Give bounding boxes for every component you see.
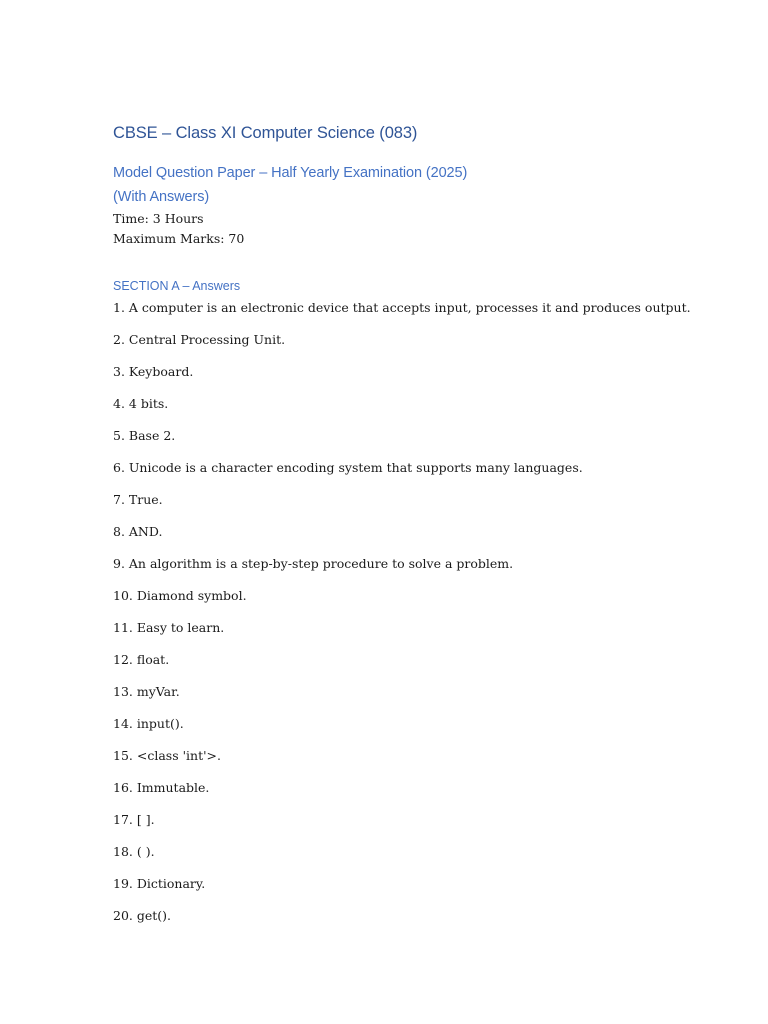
- answer-item: 5. Base 2.: [113, 428, 176, 443]
- answer-item: 16. Immutable.: [113, 780, 210, 795]
- answer-item: 17. [ ].: [113, 812, 155, 827]
- answer-item: 3. Keyboard.: [113, 364, 194, 379]
- answer-item: 6. Unicode is a character encoding system that supports many languages.: [113, 460, 583, 475]
- answer-item: 2. Central Processing Unit.: [113, 332, 286, 347]
- answer-item: 9. An algorithm is a step-by-step procedure to solve a problem.: [113, 556, 514, 571]
- answer-item: 19. Dictionary.: [113, 876, 206, 891]
- answer-list: [113, 299, 691, 939]
- answer-item: 11. Easy to learn.: [113, 620, 225, 635]
- exam-max-marks: Maximum Marks: 70: [113, 231, 245, 246]
- answer-item: 7. True.: [113, 492, 163, 507]
- answer-item: 14. input().: [113, 716, 184, 731]
- exam-time: Time: 3 Hours: [113, 211, 204, 226]
- answer-item: 13. myVar.: [113, 684, 180, 699]
- answer-item: 12. float.: [113, 652, 170, 667]
- answer-item: 1. A computer is an electronic device that accepts input, processes it and produces output.: [113, 300, 691, 315]
- section-a-heading: SECTION A – Answers: [113, 279, 241, 293]
- answer-item: 4. 4 bits.: [113, 396, 169, 411]
- subtitle-line-exam: Model Question Paper – Half Yearly Examination (2025): [113, 165, 468, 181]
- subtitle-line-answers: (With Answers): [113, 189, 210, 205]
- answer-item: 10. Diamond symbol.: [113, 588, 247, 603]
- answer-item: 20. get().: [113, 908, 172, 923]
- answer-item: 15. <class 'int'>.: [113, 748, 221, 763]
- answer-item: 18. ( ).: [113, 844, 155, 859]
- exam-meta: [113, 209, 244, 249]
- page-subtitle: [113, 161, 467, 209]
- page-title: CBSE – Class XI Computer Science (083): [113, 124, 418, 142]
- answer-item: 8. AND.: [113, 524, 163, 539]
